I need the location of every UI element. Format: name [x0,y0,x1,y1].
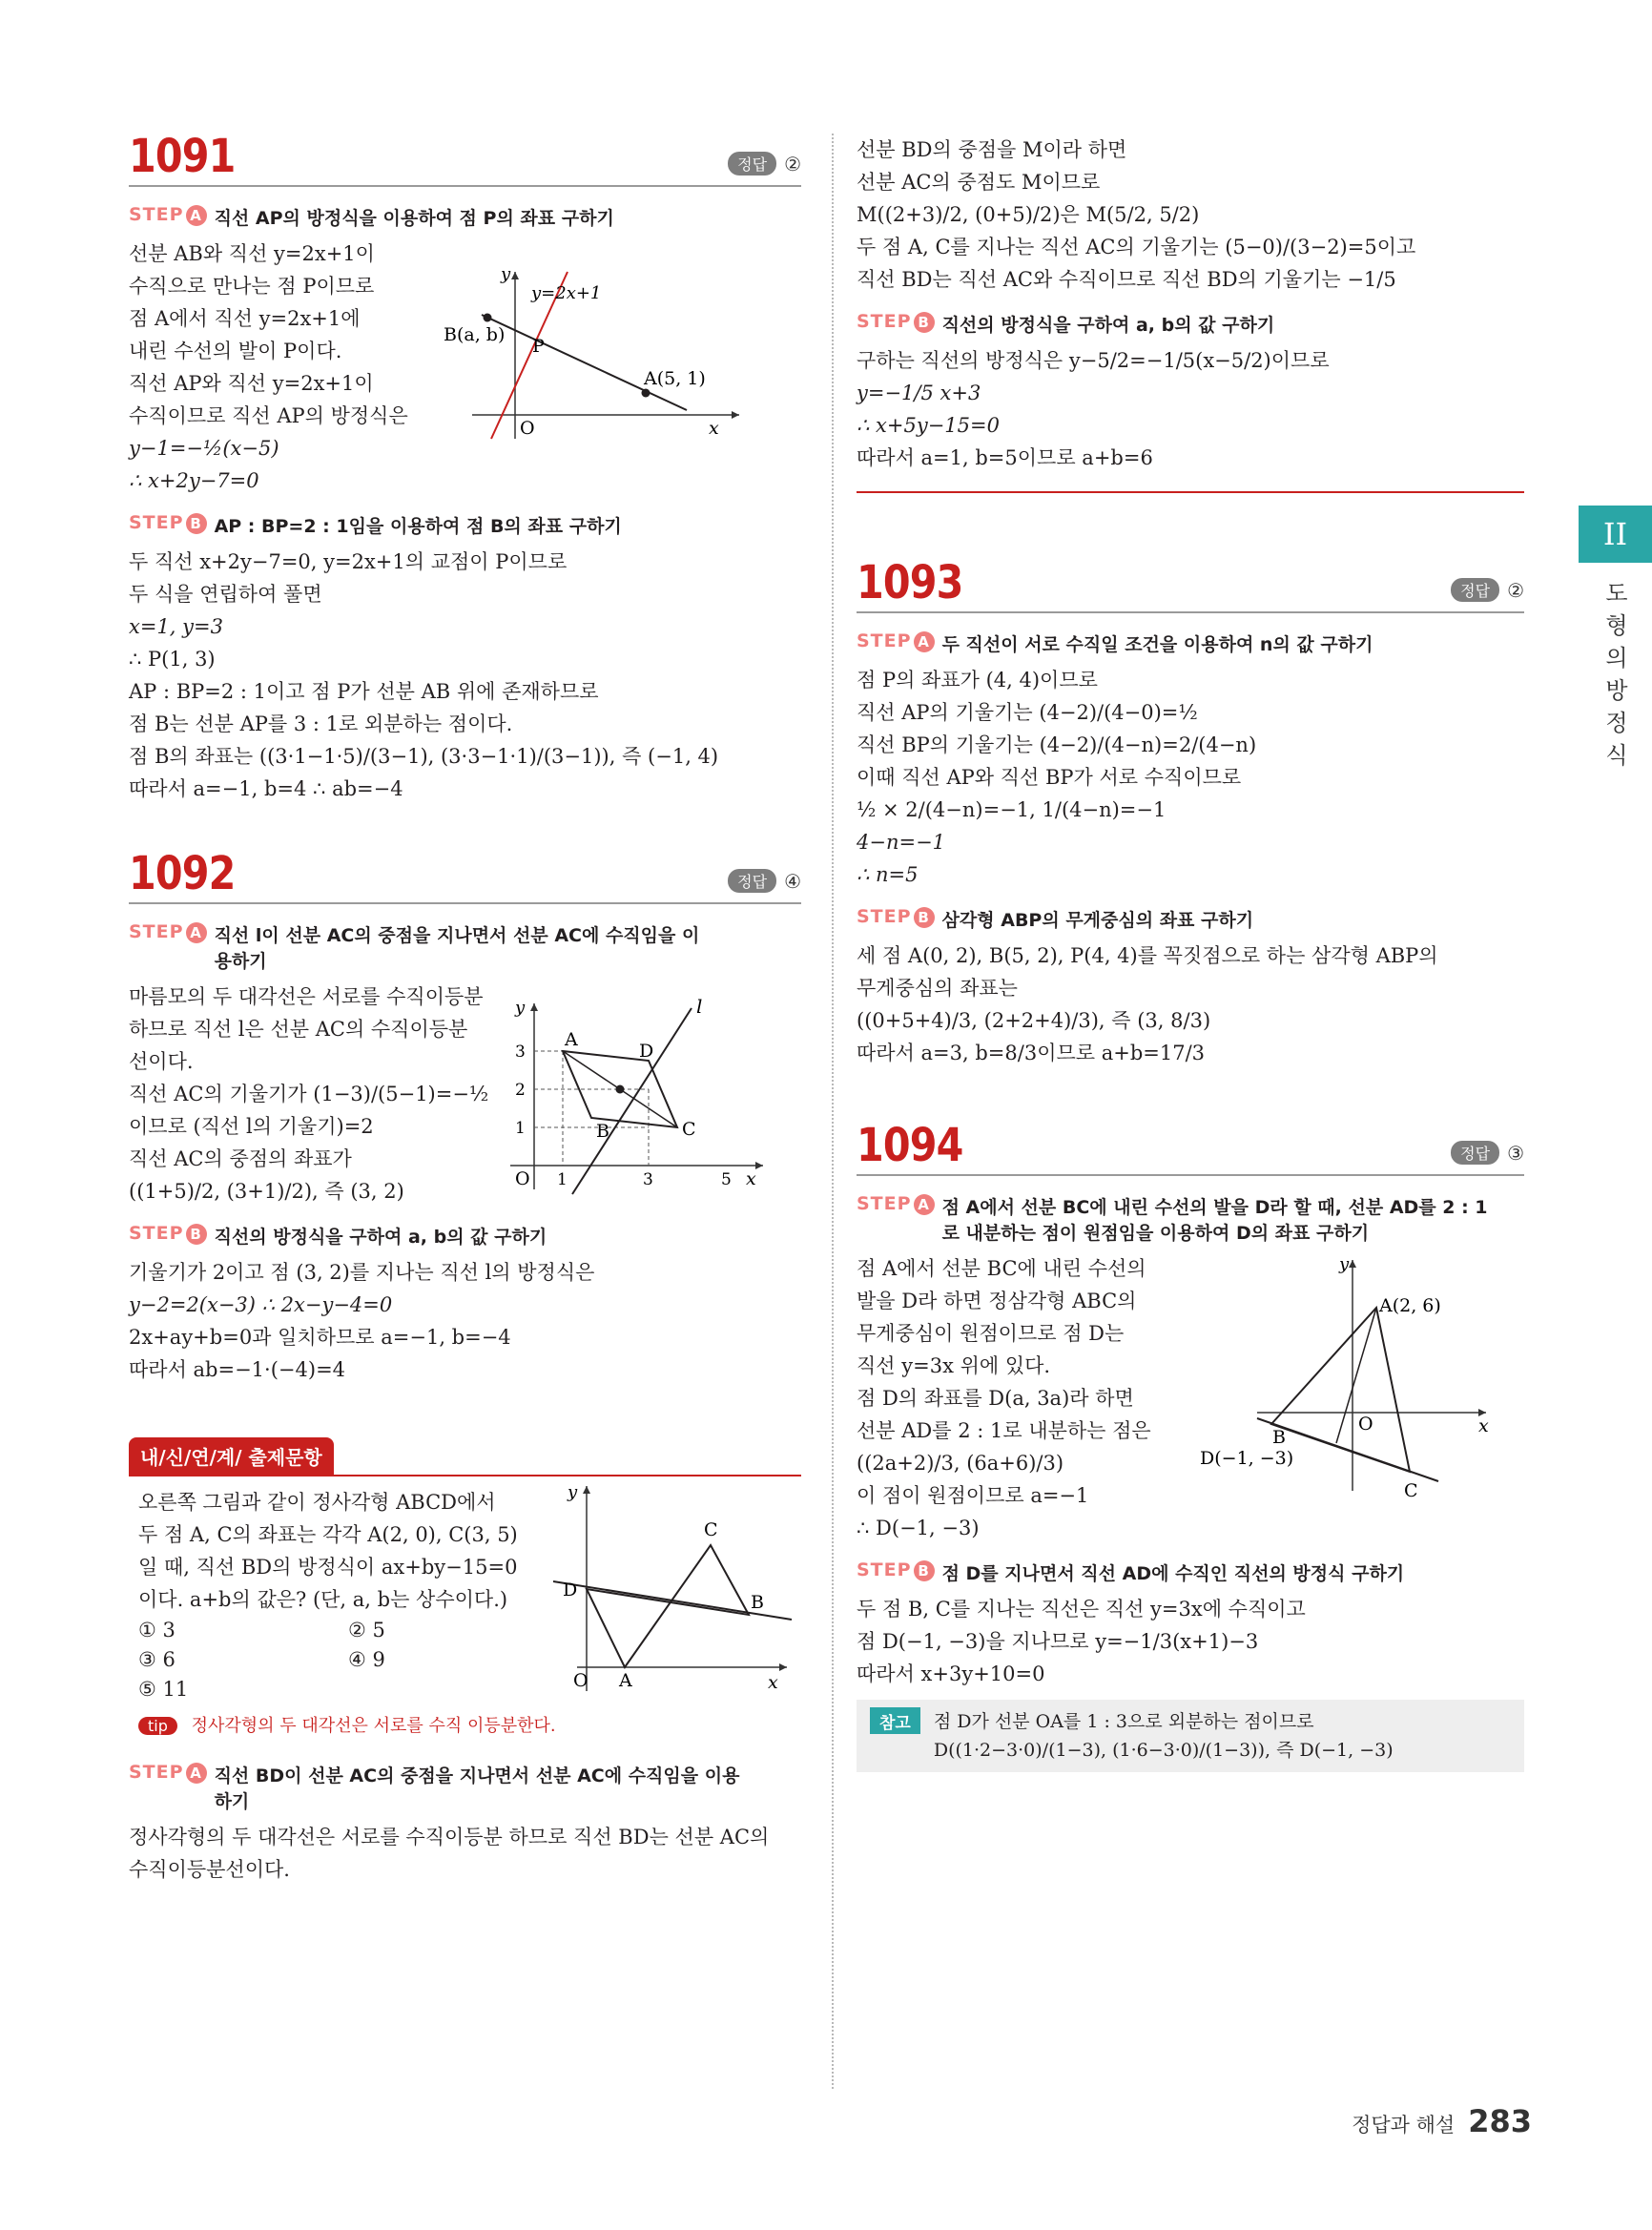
text-line: AP : BP=2 : 1이고 점 P가 선분 AB 위에 존재하므로 [129,680,599,703]
step-badge: STEP B [857,906,935,928]
text-line: 두 점 A, C를 지나는 직선 AC의 기울기는 (5−0)/(3−2)=5이고 [857,236,1416,258]
step-a-heading [129,1762,801,1813]
text-line: 직선 BD는 직선 AC와 수직이므로 직선 BD의 기울기는 −1/5 [857,268,1396,291]
point-label-a: A [565,1029,578,1050]
naesin-linked-problem [129,1437,801,1886]
point-label-p: P [532,336,545,357]
step-b-heading [129,1223,801,1249]
text-line: 두 직선 x+2y−7=0, y=2x+1의 교점이 P이므로 [129,550,568,573]
equation-line: y−2=2(x−3) ∴ 2x−y−4=0 [129,1293,393,1316]
text-line: 점 A에서 직선 y=2x+1에 [129,307,361,330]
equation-line: ∴ x+2y−7=0 [129,469,259,492]
figure-naesin [548,1476,796,1701]
text-line: 직선 AC의 중점의 좌표가 [129,1147,352,1170]
text-line: 선분 AB와 직선 y=2x+1이 [129,242,375,265]
step-title: 직선 l이 선분 AC의 중점을 지나면서 선분 AC에 수직임을 이용하기 [214,925,700,972]
equation-line: ½ × 2/(4−n)=−1, 1/(4−n)=−1 [857,798,1167,821]
origin-label: O [1358,1414,1373,1435]
page-footer [1352,2103,1532,2139]
point-label-b: B [1272,1427,1286,1448]
axis-label-x: x [1478,1415,1489,1436]
tick-y: 2 [515,1081,526,1100]
conclusion-line: 따라서 a=3, b=8/3이므로 a+b=17/3 [857,1042,1206,1064]
coordinate-diagram [444,262,749,444]
point-label-d: D(−1, −3) [1200,1448,1294,1469]
step-title: 직선의 방정식을 구하여 a, b의 값 구하기 [941,315,1275,336]
text-line: 선이다. [129,1050,194,1073]
problem-number: 1094 [857,1119,963,1172]
step-b-heading [857,1559,1524,1585]
step-a-heading [129,921,801,973]
text-line: 선분 AD를 2 : 1로 내분하는 점은 [857,1419,1151,1442]
text-line: 수직으로 만나는 점 P이므로 [129,275,375,298]
step-badge: STEP B [857,1559,935,1581]
problem-number: 1092 [129,847,236,900]
figure-1091 [444,262,749,448]
text-line: 내린 수선의 발이 P이다. [129,340,342,362]
page-number: 283 [1468,2103,1532,2139]
tick-x: 3 [643,1170,653,1189]
figure-1094 [1200,1252,1515,1515]
answer-value: ④ [784,869,801,893]
point-label-b: B [751,1592,764,1613]
answer-label: 정답 [1451,578,1499,602]
axis-label-y: y [515,998,526,1018]
note-box [857,1700,1524,1772]
tick-x: 1 [557,1170,568,1189]
choice: ② 5 [348,1619,385,1642]
axis-label-y: y [568,1482,578,1502]
coordinate-diagram [506,994,782,1194]
naesin-tag: 내/신/연/계/ 출제문항 [129,1437,334,1475]
problem-1092 [129,847,801,1386]
text-line: 이때 직선 AP와 직선 BP가 서로 수직이므로 [857,766,1242,789]
problem-header [857,556,1524,613]
text-line: 두 식을 연립하여 풀면 [129,583,322,606]
choice: ④ 9 [348,1648,385,1671]
equation-line: ((0+5+4)/3, (2+2+4)/3), 즉 (3, 8/3) [857,1009,1211,1032]
text-line: 점 B는 선분 AP를 3 : 1로 외분하는 점이다. [129,712,513,735]
text-line: 세 점 A(0, 2), B(5, 2), P(4, 4)를 꼭짓점으로 하는 삼각형 ABP의 [857,944,1438,967]
text-line: 수직이등분선이다. [129,1858,290,1881]
step-badge: STEP A [857,630,935,652]
step-b-body [129,1256,801,1386]
chapter-tab: II [1579,506,1652,563]
text-line: 점 B의 좌표는 ((3·1−1·5)/(3−1), (3·3−1·1)/(3−1)), 즉 (−1, 4) [129,745,719,768]
step-badge: STEP B [857,311,935,333]
answer-value: ③ [1507,1141,1524,1165]
conclusion-line: 따라서 a=1, b=5이므로 a+b=6 [857,446,1153,469]
equation-line: ∴ n=5 [857,863,919,886]
step-title: 직선 BD이 선분 AC의 중점을 지나면서 선분 AC에 수직임을 이용하기 [214,1765,740,1812]
note-line: D((1·2−3·0)/(1−3), (1·6−3·0)/(1−3)), 즉 D(−1, −3) [933,1740,1394,1761]
text-line: 직선 AC의 기울기가 (1−3)/(5−1)=−½ [129,1083,489,1105]
problem-1094 [857,1119,1524,1772]
point-label-b: B(a, b) [444,324,506,345]
problem-1093 [857,556,1524,1069]
answer-value: ② [784,152,801,176]
note-line: 점 D가 선분 OA를 1 : 3으로 외분하는 점이므로 [933,1711,1314,1732]
step-title: 직선 AP의 방정식을 이용하여 점 P의 좌표 구하기 [214,208,614,229]
equation-line: ∴ x+5y−15=0 [857,414,1000,437]
equation-line: M((2+3)/2, (0+5)/2)은 M(5/2, 5/2) [857,203,1200,226]
problem-line: 두 점 A, C의 좌표는 각각 A(2, 0), C(3, 5) [138,1523,518,1546]
tip-line [138,1712,801,1737]
step-badge: STEP A [857,1193,935,1215]
text-line: 직선 y=3x 위에 있다. [857,1354,1051,1377]
conclusion-line: 따라서 x+3y+10=0 [857,1662,1045,1685]
text-line: 점 P의 좌표가 (4, 4)이므로 [857,669,1098,692]
column-divider [832,134,834,2089]
text-line: 2x+ay+b=0과 일치하므로 a=−1, b=−4 [129,1326,511,1349]
problem-number: 1091 [129,130,236,183]
answer [1451,578,1524,602]
axis-label-y: y [501,264,511,284]
step-b-body [129,546,801,805]
axis-label-x: x [709,418,719,439]
point-label-c: C [1404,1480,1418,1501]
equation-line: y=−1/5 x+3 [857,382,981,404]
axis-label-x: x [746,1168,756,1189]
coordinate-diagram [548,1476,796,1696]
chapter-title: 도형의 방정식 [1605,580,1628,769]
text-line: 직선 BP의 기울기는 (4−2)/(4−n)=2/(4−n) [857,733,1257,756]
equation-line: ((2a+2)/3, (6a+6)/3) [857,1452,1064,1475]
axis-label-y: y [1339,1254,1350,1274]
text-line: 점 A에서 선분 BC에 내린 수선의 [857,1257,1146,1280]
problem-header [857,1119,1524,1176]
choice: ① 3 [138,1619,176,1642]
step-a-body [857,1252,1524,1544]
note-body [934,1707,1394,1765]
equation-line: y−1=−½(x−5) [129,437,279,460]
text-line: 선분 BD의 중점을 M이라 하면 [857,138,1127,161]
problem-line: 일 때, 직선 BD의 방정식이 ax+by−15=0 [138,1556,518,1579]
tip-badge: tip [138,1717,177,1735]
origin-label: O [520,418,535,439]
point-label-d: D [563,1580,578,1600]
problem-header [129,847,801,904]
origin-label: O [573,1670,589,1691]
text-line: 하므로 직선 l은 선분 AC의 수직이등분 [129,1018,468,1041]
answer-label: 정답 [728,869,776,893]
text-line: 구하는 직선의 방정식은 y−5/2=−1/5(x−5/2)이므로 [857,349,1330,372]
problem-header [129,130,801,187]
step-b-heading [857,311,1524,337]
step-badge: STEP A [129,921,207,943]
naesin-header [129,1437,801,1476]
axis-label-x: x [768,1672,778,1693]
point-label-c: C [704,1519,718,1540]
conclusion-line: 따라서 ab=−1·(−4)=4 [129,1358,346,1381]
problem-number: 1093 [857,556,963,609]
equation-line: ((1+5)/2, (3+1)/2), 즉 (3, 2) [129,1180,404,1203]
section-rule [857,491,1524,493]
text-line: 마름모의 두 대각선은 서로를 수직이등분 [129,985,484,1008]
step-title: 점 A에서 선분 BC에 내린 수선의 발을 D라 할 때, 선분 AD를 2 : 1로 내분하는 점이 원점임을 이용하여 D의 좌표 구하기 [941,1197,1488,1244]
equation-line: x=1, y=3 [129,615,223,638]
step-title: 점 D를 지나면서 직선 AD에 수직인 직선의 방정식 구하기 [941,1563,1405,1584]
point-label-b: B [596,1121,609,1142]
tick-y: 1 [515,1119,526,1138]
text-line: 직선 AP의 기울기는 (4−2)/(4−0)=½ [857,701,1198,724]
origin-label: O [515,1168,530,1189]
text-line: 이 점이 원점이므로 a=−1 [857,1484,1089,1507]
conclusion-line: 따라서 a=−1, b=4 ∴ ab=−4 [129,777,403,800]
answer-label: 정답 [728,152,776,176]
line-label-l: l [696,995,703,1018]
footer-label: 정답과 해설 [1352,2114,1456,2137]
text-line: 점 D의 좌표를 D(a, 3a)라 하면 [857,1387,1134,1410]
step-badge: STEP A [129,1762,207,1784]
problem-line: 오른쪽 그림과 같이 정사각형 ABCD에서 [138,1491,496,1514]
step-a-heading [129,204,801,230]
answer [728,869,801,893]
naesin-continued [857,134,1524,493]
step-a-body [129,1821,801,1886]
text-line: 무게중심의 좌표는 [857,977,1018,1000]
point-label-d: D [639,1041,654,1062]
step-title: 두 직선이 서로 수직일 조건을 이용하여 n의 값 구하기 [941,634,1373,655]
left-column [129,130,801,1886]
answer-label: 정답 [1451,1141,1499,1165]
choice: ⑤ 11 [138,1678,189,1701]
point-label-a: A [619,1670,632,1691]
step-title: 삼각형 ABP의 무게중심의 좌표 구하기 [941,910,1254,931]
text-line: 정사각형의 두 대각선은 서로를 수직이등분 하므로 직선 BD는 선분 AC의 [129,1826,770,1848]
text-line: 두 점 B, C를 지나는 직선은 직선 y=3x에 수직이고 [857,1598,1306,1621]
step-a-heading [857,630,1524,656]
text-line: 직선 AP와 직선 y=2x+1이 [129,372,374,395]
figure-1092 [506,994,782,1199]
step-a-heading [857,1193,1524,1245]
text-line: 발을 D라 하면 정삼각형 ABC의 [857,1290,1137,1312]
equation-line: ∴ D(−1, −3) [857,1517,980,1539]
text-line: 수직이므로 직선 AP의 방정식은 [129,404,408,427]
tip-text: 정사각형의 두 대각선은 서로를 수직 이등분한다. [191,1716,556,1736]
naesin-problem [129,1476,801,1737]
point-label-a: A(2, 6) [1379,1295,1441,1316]
text-line: 무게중심이 원점이므로 점 D는 [857,1322,1125,1345]
right-column [857,134,1524,1772]
step-badge: STEP B [129,1223,207,1245]
tick-x: 5 [721,1170,732,1189]
line-label: y=2x+1 [531,283,602,303]
problem-line: 이다. a+b의 값은? (단, a, b는 상수이다.) [138,1588,508,1611]
answer-value: ② [1507,578,1524,602]
text-line: 이므로 (직선 l의 기울기)=2 [129,1115,374,1138]
coordinate-diagram [1200,1252,1515,1510]
problem-1091 [129,130,801,805]
tick-y: 3 [515,1043,526,1062]
answer [1451,1141,1524,1165]
step-badge: STEP B [129,512,207,534]
text-line: 기울기가 2이고 점 (3, 2)를 지나는 직선 l의 방정식은 [129,1261,595,1284]
step-title: AP : BP=2 : 1임을 이용하여 점 B의 좌표 구하기 [214,516,622,537]
note-badge: 참고 [870,1707,920,1734]
answer [728,152,801,176]
step-b-heading [129,512,801,538]
text-line: 선분 AC의 중점도 M이므로 [857,171,1101,194]
point-label-c: C [682,1119,696,1140]
equation-line: 4−n=−1 [857,831,946,854]
step-badge: STEP A [129,204,207,226]
equation-line: ∴ P(1, 3) [129,648,216,671]
step-title: 직선의 방정식을 구하여 a, b의 값 구하기 [214,1227,547,1248]
point-label-a: A(5, 1) [644,368,706,389]
step-b-heading [857,906,1524,932]
text-line: 점 D(−1, −3)을 지나므로 y=−1/3(x+1)−3 [857,1630,1259,1653]
choice: ③ 6 [138,1648,176,1671]
